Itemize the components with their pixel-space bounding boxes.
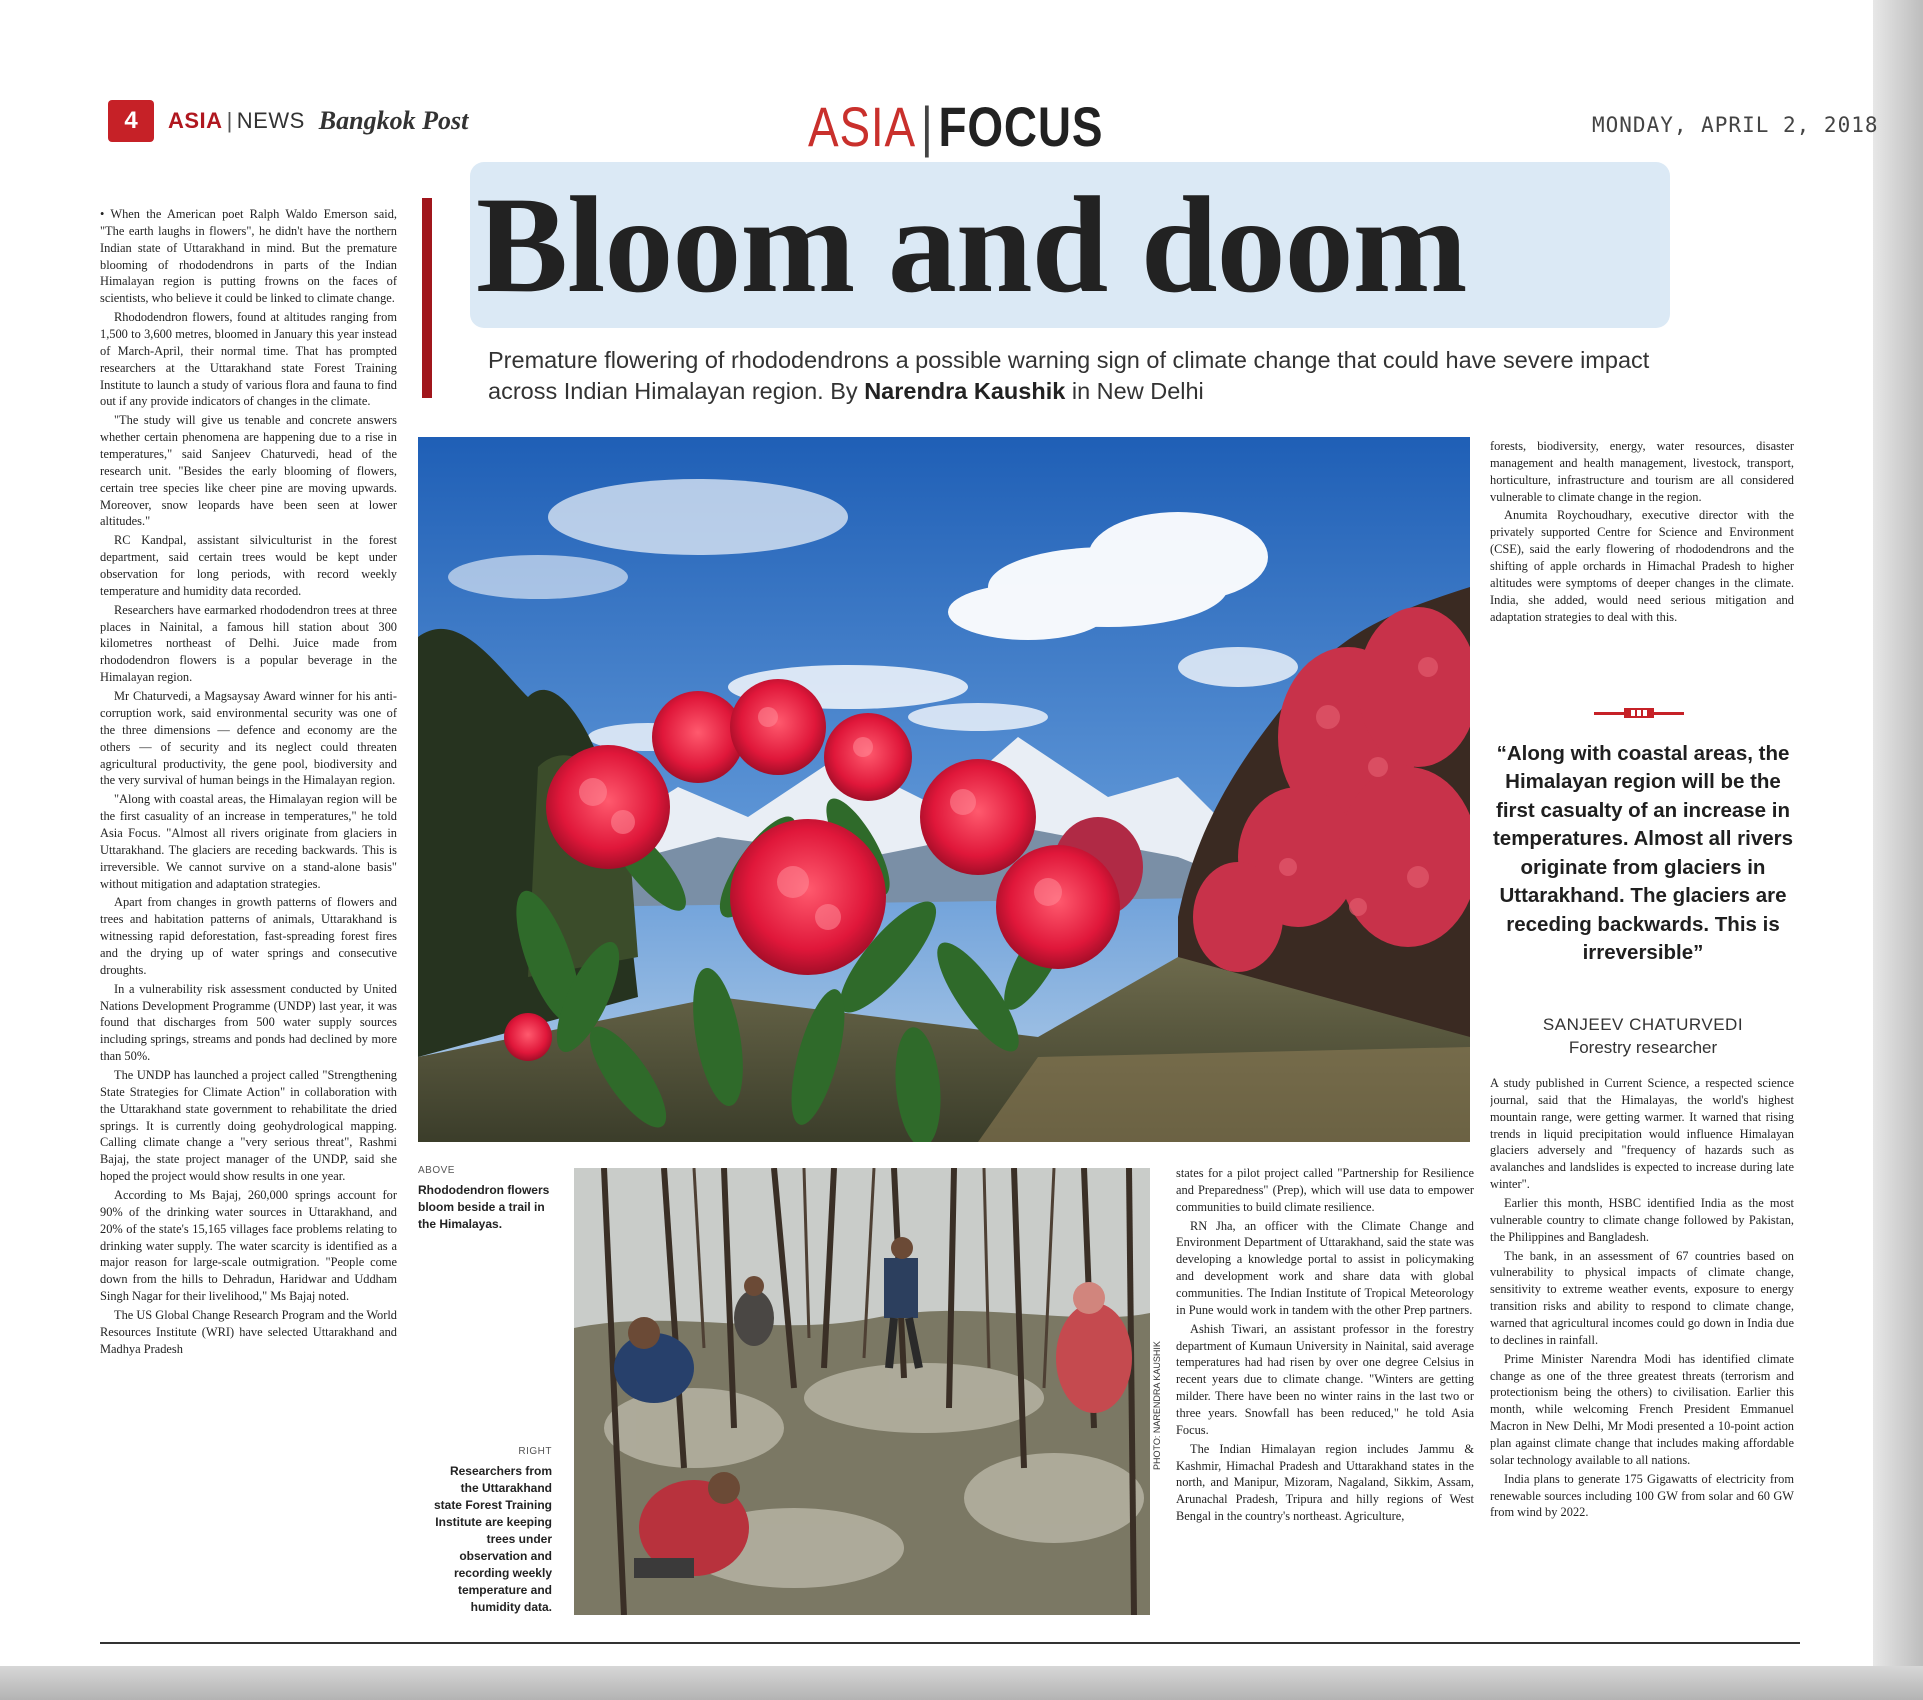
paragraph: India plans to generate 175 Gigawatts of electricity from renewable sources including 100 GW from solar and 60 GW from wind by 2022. [1490,1471,1794,1520]
paragraph: Prime Minister Narendra Modi has identified climate change as one of the three greatest threats (terrorism and protectionism being the others) to civilisation. Earlier this month, while welcoming French President Emmanuel Macron in New Delhi, Mr Modi presented a 10-point action plan against climate change that includes making affordable solar technology available to all nations. [1490,1351,1794,1467]
paragraph: RN Jha, an officer with the Climate Change and Environment Department of Uttarakhand, said the state was developing a knowledge portal to assist in policymaking and development work and share data with global communities. The Indian Institute of Tropical Meteorology in Pune would work in tandem with the other Prep partners. [1176,1218,1474,1317]
article-column-4-top [1490,438,1794,688]
pull-quote-role: Forestry researcher [1568,1038,1718,1057]
caption-tag: RIGHT [518,1446,552,1457]
paragraph: forests, biodiversity, energy, water resources, disaster management and health management, livestock, transport, horticulture, infrastructure and tourism are all considered vulnerable to climate change in the region. [1490,439,1794,504]
paragraph: Mr Chaturvedi, a Magsaysay Award winner for his anti-corruption work, said environmental security was one of the three dimensions — defence and economy are the others — of security and its neglect could threaten agricultural productivity, the gene pool, biodiversity and the very survival of human beings in the Himalayan region. [100,689,397,788]
photo-caption-right [430,1446,552,1616]
section-title: ASIA|FOCUS [808,95,1104,158]
paragraph: The UNDP has launched a project called "Strengthening State Strategies for Climate Action" in collaboration with the Uttarakhand state government to rehabilitate the dried springs. It is currently doing geohydrological mapping. Calling climate change a "very serious threat", Rashmi Bajaj, the state project manager of the UNDP, said she hoped the project would show results in one year. [100,1067,397,1184]
paragraph: The US Global Change Research Program and the World Resources Institute (WRI) have selected Uttarakhand and Madhya Pradesh [100,1308,397,1356]
date-line: MONDAY, APRIL 2, 2018 [1592,113,1879,137]
standfirst [488,345,1658,408]
photo-credit: PHOTO: NARENDRA KAUSHIK [1152,1341,1162,1470]
masthead [108,100,468,142]
caption-tag: ABOVE [418,1165,455,1176]
page-number-badge: 4 [108,100,154,142]
paragraph: RC Kandpal, assistant silviculturist in the forest department, said certain trees would be kept under observation for long periods, with record weekly temperature and humidity data recorded. [100,533,397,598]
paragraph: "Along with coastal areas, the Himalayan region will be the first casuality of an increase in temperatures," he told Asia Focus. "Almost all rivers originate from glaciers in Uttarakhand. The glaciers are receding backwards. This is irreversible. We cannot survive on a stand-alone basis" without mitigation and adaptation strategies. [100,792,397,891]
page-bottom-rule [100,1642,1800,1644]
paragraph: Ashish Tiwari, an assistant professor in the forestry department of Kumaun University in Nainital, said average temperatures had had risen by over one degree Celsius in recent years due to climate change. "Winters are getting milder. There have been no winter rains in the last two or three years. Snowfall has been reduced," he told Asia Focus. [1176,1321,1474,1437]
researchers-photo [574,1168,1150,1615]
paragraph: Anumita Roychoudhary, executive director with the privately supported Centre for Science and Environment (CSE), said the early flowering of rhododendrons and the shifting of apple orchards in Himachal Pradesh to higher altitudes were symptoms of deeper changes in the climate. India, she added, would need serious mitigation and adaptation strategies to deal with this. [1490,508,1794,624]
paragraph: Researchers have earmarked rhododendron trees at three places in Nainital, a famous hill station about 300 kilometres northeast of Delhi. Juice made from rhododendron flowers is a popular beverage in the Himalayan region. [100,602,397,685]
page-bottom-shadow [0,1666,1923,1700]
paragraph: According to Ms Bajaj, 260,000 springs account for 90% of the drinking water sources in Uttarakhand, and 20% of the state's 15,165 villages face problems relating to drinking water supply. The water scarcity is identified as a major reason for large-scale outmigration. "People come down from the hills to Dehradun, Haridwar and Uddham Singh Nagar for their livelihood," Ms Bajaj noted. [100,1187,397,1304]
section-name: ASIA [168,108,223,133]
section-title-left: ASIA [808,95,916,158]
paragraph: In a vulnerability risk assessment conducted by United Nations Development Programme (UNDP) last year, it was found that discharges from 500 water supply sources including springs, streams and ponds had declined by more than 50%. [100,981,397,1064]
paragraph: states for a pilot project called "Partnership for Resilience and Preparedness" (Prep), which will use data to empower communities to build climate resilience. [1176,1166,1474,1214]
author-name: Narendra Kaushik [864,378,1066,405]
paragraph: • When the American poet Ralph Waldo Emerson said, "The earth laughs in flowers", he didn't have the northern Indian state of Uttarakhand in mind. But the premature blooming of rhododendrons in parts of the Indian Himalayan region is putting frowns on the faces of scientists, who believe it could be linked to climate change. [100,207,397,306]
section-title-right: FOCUS [938,95,1104,158]
paragraph: Apart from changes in growth patterns of flowers and trees and habitation patterns of animals, Uttarakhand is witnessing rapid deforestation, fast-spreading forest fires and the drying up of water springs and consecutive droughts. [100,895,397,977]
paragraph: "The study will give us tenable and concrete answers whether certain phenomena are happening due to a rise in temperatures," said Sanjeev Chaturvedi, head of the research unit. "Besides the early blooming of flowers, certain tree species like cheer pine are moving upwards. Moreover, snow leopards have been seen at lower altitudes." [100,413,397,529]
article-column-4-bottom [1490,1075,1794,1615]
headline: Bloom and doom [476,168,1467,321]
subsection-name: NEWS [236,108,305,133]
photo-caption-above [418,1165,560,1232]
newspaper-name: Bangkok Post [318,106,469,135]
author-location: in New Delhi [1071,378,1204,405]
page-edge-shadow [1873,0,1923,1700]
article-column-1 [100,206,397,1616]
paragraph: The bank, in an assessment of 67 countries based on vulnerability to physical impacts of climate change, sensitivity to extreme weather events, exposure to energy transition risks and ability to respond to climate change, warned that agricultural incomes could go down in India due to declines in rainfall. [1490,1248,1794,1347]
rhododendron-photo [418,437,1470,1142]
section-label: ASIA | NEWS [168,108,305,133]
standfirst-text: Premature flowering of rhododendrons a possible warning sign of climate change that could have severe impact across Indian Himalayan region. By [488,347,1650,405]
pull-quote: “Along with coastal areas, the Himalayan region will be the first casualty of an increase in temperatures. Almost all rivers originate from glaciers in Uttarakhand. The glaciers are receding backwards. This is irreversible” [1492,742,1794,965]
caption-text: Researchers from the Uttarakhand state Forest Training Institute are keeping trees under observation and recording weekly temperature and humidity data. [433,1464,552,1615]
paragraph: The Indian Himalayan region includes Jammu & Kashmir, Himachal Pradesh and Uttarakhand states in the north, and Manipur, Mizoram, Nagaland, Sikkim, Assam, Arunachal Pradesh, Tripura and hilly regions of West Bengal in the country's northeast. Agriculture, [1176,1441,1474,1524]
headline-accent-rule [422,198,432,398]
paragraph: A study published in Current Science, a respected science journal, said that the Himalayas, the world's highest mountain range, were getting warmer. It warned that rising trends in liquid precipitation would influence Himalayan glaciers adversely and "frequency of hazards such as avalanches and landslides is expected to increase during late winter". [1490,1076,1794,1192]
section-divider-ornament [1594,706,1684,720]
paragraph: Earlier this month, HSBC identified India as the most vulnerable country to climate change followed by Pakistan, the Philippines and Bangladesh. [1490,1196,1794,1244]
article-column-3 [1176,1165,1474,1615]
caption-text: Rhododendron flowers bloom beside a trail in the Himalayas. [418,1183,550,1231]
paragraph: Rhododendron flowers, found at altitudes ranging from 1,500 to 3,600 metres, bloomed in January this year instead of March-April, their normal time. That has prompted researchers at the Uttarakhand state Forest Training Institute to launch a study of various flora and fauna to find out if any provide indicators of changes in the climate. [100,310,397,409]
pull-quote-name: SANJEEV CHATURVEDI [1542,1015,1744,1034]
